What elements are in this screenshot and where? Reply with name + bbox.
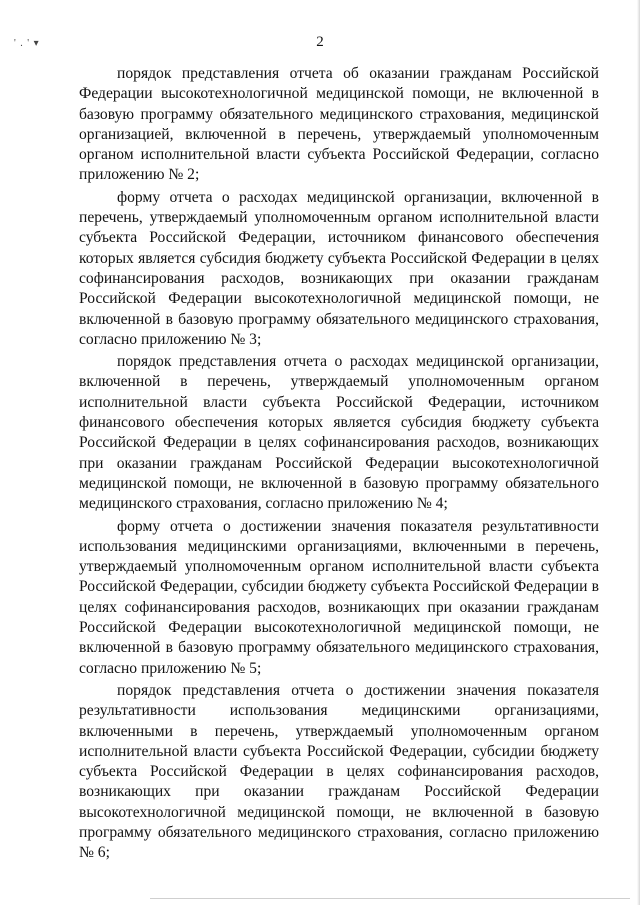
page-number: 2 <box>316 34 324 50</box>
paragraph: порядок представления отчета о достижении значения показателя результативности использования медицинскими организациями, включенными в перечень, утверждаемый уполномоченным органом исполнительной власти субъекта Российской Федерации, субсидии бюджету субъекта Российской Федерации в целях софинансирования расходов, возникающих при оказании гражданам Российской Федерации высокотехнологичной медицинской помощи, не включенной в базовую программу обязательного медицинского страхования, согласно приложению № 6; <box>79 681 599 862</box>
paragraph: порядок представления отчета об оказании гражданам Российской Федерации высокотехнологичной медицинской помощи, не включенной в базовую программу обязательного медицинского страхования, медицинской организацией, включенной в перечень, утверждаемый уполномоченным органом исполнительной власти субъекта Российской Федерации, согласно приложению № 2; <box>79 65 599 184</box>
paragraph: форму отчета о достижении значения показателя результативности использования медицинскими организациями, включенными в перечень, утверждаемый уполномоченным органом исполнительной власти субъекта Российской Федерации, субсидии бюджету субъекта Российской Федерации в целях софинансирования расходов, возникающих при оказании гражданам Российской Федерации высокотехнологичной медицинской помощи, не включенной в базовую программу обязательного медицинского страхования, согласно приложению № 5; <box>79 517 599 677</box>
scan-artifact: ' . ' ▾ <box>14 38 40 49</box>
document-body <box>79 64 599 866</box>
paragraph: форму отчета о расходах медицинской организации, включенной в перечень, утверждаемый уполномоченным органом исполнительной власти субъекта Российской Федерации, источником финансового обеспечения которых является субсидия бюджету субъекта Российской Федерации в целях софинансирования расходов, возникающих при оказании гражданам Российской Федерации высокотехнологичной медицинской помощи, не включенной в базовую программу обязательного медицинского страхования, согласно приложению № 3; <box>79 188 599 348</box>
scan-bottom-edge <box>150 898 630 899</box>
paragraph: порядок представления отчета о расходах медицинской организации, включенной в перечень, утверждаемый уполномоченным органом исполнительной власти субъекта Российской Федерации, источником финансового обеспечения которых является субсидия бюджету субъекта Российской Федерации в целях софинансирования расходов, возникающих при оказании гражданам Российской Федерации высокотехнологичной медицинской помощи, не включенной в базовую программу обязательного медицинского страхования, согласно приложению № 4; <box>79 353 599 513</box>
